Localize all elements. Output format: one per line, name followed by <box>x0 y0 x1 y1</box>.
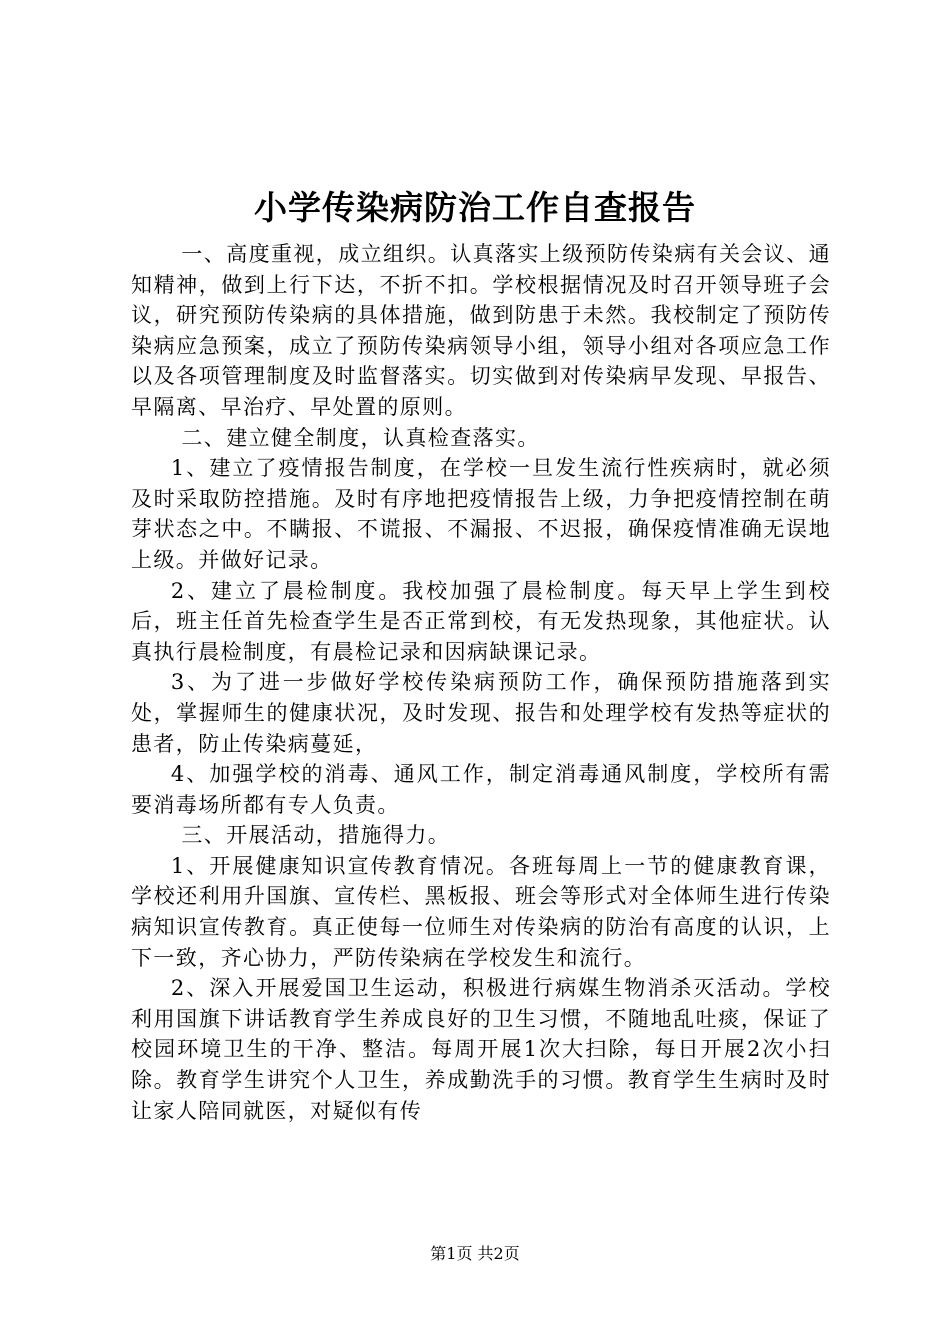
paragraph-item-2-4: 4、加强学校的消毒、通风工作，制定消毒通风制度，学校所有需要消毒场所都有专人负责。 <box>131 762 831 817</box>
paragraph-item-2-3: 3、为了进一步做好学校传染病预防工作，确保预防措施落到实处，掌握师生的健康状况，及时发现、报告和处理学校有发热等症状的患者，防止传染病蔓延， <box>131 670 831 756</box>
document-body <box>131 239 831 1126</box>
paragraph-item-3-2: 2、深入开展爱国卫生运动，积极进行病媒生物消杀灭活动。学校利用国旗下讲话教育学生养成良好的卫生习惯，不随地乱吐痰，保证了校园环境卫生的干净、整洁。每周开展1次大扫除，每日开展2次小扫除。教育学生讲究个人卫生，养成勤洗手的习惯。教育学生生病时及时让家人陪同就医，对疑似有传 <box>131 976 831 1123</box>
paragraph-item-2-1: 1、建立了疫情报告制度，在学校一旦发生流行性疾病时，就必须及时采取防控措施。及时有序地把疫情报告上级，力争把疫情控制在萌芽状态之中。不瞒报、不谎报、不漏报、不迟报，确保疫情准确无误地上级。并做好记录。 <box>131 456 831 572</box>
page-number-footer: 第1页 共2页 <box>430 1244 520 1263</box>
paragraph-section-2-heading: 二、建立健全制度，认真检查落实。 <box>181 425 540 450</box>
paragraph-item-3-1: 1、开展健康知识宣传教育情况。各班每周上一节的健康教育课，学校还利用升国旗、宣传栏、黑板报、班会等形式对全体师生进行传染病知识宣传教育。真正使每一位师生对传染病的防治有高度的认识，上下一致，齐心协力，严防传染病在学校发生和流行。 <box>131 853 831 970</box>
paragraph-section-3-heading: 三、开展活动，措施得力。 <box>181 823 451 848</box>
document-title: 小学传染病防治工作自查报告 <box>254 188 696 227</box>
paragraph-section-1: 一、高度重视，成立组织。认真落实上级预防传染病有关会议、通知精神，做到上行下达，不折不扣。学校根据情况及时召开领导班子会议，研究预防传染病的具体措施，做到防患于未然。我校制定了预防传染病应急预案，成立了预防传染病领导小组，领导小组对各项应急工作以及各项管理制度及时监督落实。切实做到对传染病早发现、早报告、早隔离、早治疗、早处置的原则。 <box>131 242 831 419</box>
paragraph-item-2-2: 2、建立了晨检制度。我校加强了晨检制度。每天早上学生到校后，班主任首先检查学生是否正常到校，有无发热现象，其他症状。认真执行晨检制度，有晨检记录和因病缺课记录。 <box>131 578 831 664</box>
